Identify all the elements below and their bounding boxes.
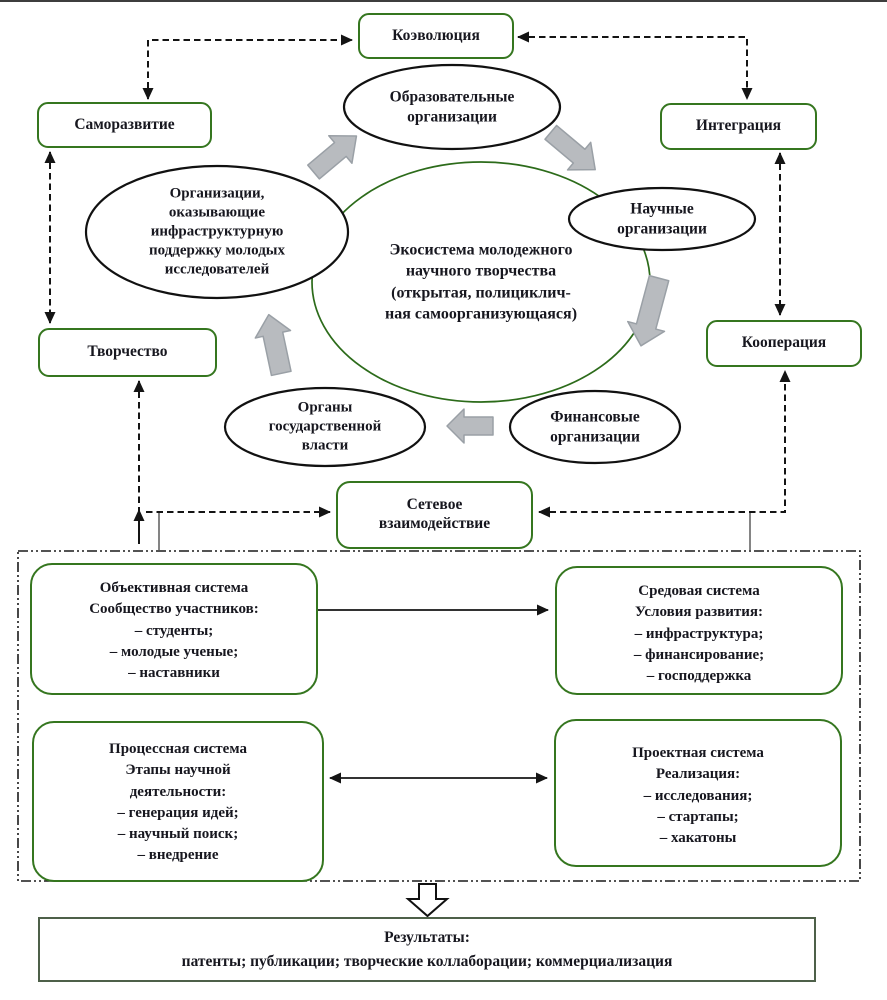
- fin-line-1: Финансовые: [550, 408, 640, 426]
- project-item: – стартапы;: [657, 808, 739, 825]
- system-box-project: [554, 719, 842, 867]
- core-line-3: (открытая, полициклич-: [391, 284, 571, 301]
- results-text: патенты; публикации; творческие коллаборации; коммерциализация: [181, 952, 673, 970]
- infra-line-1: Организации,: [169, 185, 265, 202]
- sci-line-2: организации: [617, 220, 707, 237]
- connector-selfdev-coevolution: [148, 40, 352, 99]
- infra-line-3: инфраструктурную: [150, 223, 284, 240]
- project-title: Проектная система: [632, 745, 764, 761]
- process-item: – внедрение: [137, 847, 219, 864]
- core-line-4: ная самоорганизующаяся): [384, 305, 578, 323]
- project-item: – исследования;: [643, 787, 753, 804]
- node-creativity: [38, 328, 217, 377]
- system-box-environmental: [555, 566, 843, 695]
- environmental-item: – инфраструктура;: [634, 625, 764, 642]
- process-item: – генерация идей;: [117, 804, 239, 821]
- node-coevolution: [358, 13, 514, 59]
- label-scientific-orgs: [617, 199, 707, 238]
- gov-line-1: Органы: [297, 399, 353, 416]
- results-title: Результаты:: [384, 929, 470, 947]
- objective-item: – студенты;: [134, 622, 214, 639]
- system-box-objective: [30, 563, 318, 695]
- sci-line-1: Научные: [630, 200, 694, 218]
- node-network-line2: взаимодействие: [378, 515, 491, 532]
- cycle-arrow-government-to-infra: [251, 311, 299, 377]
- node-integration: [660, 103, 817, 150]
- node-self-development: [37, 102, 212, 148]
- node-network-line1: Сетевое: [406, 496, 463, 514]
- label-government-bodies: [269, 398, 382, 455]
- objective-item: – наставники: [128, 665, 220, 682]
- gov-line-2: государственной: [268, 418, 382, 435]
- cycle-arrow-financial-to-government: [447, 409, 493, 443]
- label-educational-orgs: [390, 87, 515, 126]
- label-financial-orgs: [550, 407, 640, 446]
- node-self-development-label: Саморазвитие: [74, 115, 175, 133]
- objective-title: Объективная система: [99, 580, 249, 596]
- node-cooperation: [706, 320, 862, 367]
- system-box-process: [32, 721, 324, 882]
- process-item: – научный поиск;: [117, 826, 239, 843]
- core-line-1: Экосистема молодежного: [389, 241, 573, 259]
- cycle-arrow-infra-to-educational: [302, 122, 368, 186]
- edu-line-2: организации: [407, 108, 497, 125]
- infra-line-5: исследователей: [164, 261, 270, 278]
- infra-line-4: поддержку молодых: [148, 242, 286, 259]
- environmental-item: – финансирование;: [633, 646, 765, 663]
- gov-line-3: власти: [301, 437, 349, 454]
- node-network-interaction: [336, 481, 533, 549]
- process-subtitle: Этапы научной деятельности:: [125, 762, 231, 800]
- fin-line-2: организации: [550, 428, 640, 445]
- node-coevolution-label: Коэволюция: [392, 26, 480, 44]
- results-box: [38, 917, 816, 982]
- node-integration-label: Интеграция: [695, 117, 782, 135]
- core-line-2: научного творчества: [405, 262, 557, 280]
- process-title: Процессная система: [109, 741, 247, 757]
- environmental-item: – господдержка: [646, 668, 752, 685]
- edu-line-1: Образовательные: [389, 88, 515, 106]
- label-infrastructure-orgs: [149, 184, 285, 279]
- objective-item: – молодые ученые;: [109, 643, 239, 660]
- ecosystem-core-label: [385, 239, 577, 324]
- connector-coevolution-integration: [518, 37, 747, 99]
- project-item: – хакатоны: [659, 830, 737, 847]
- objective-subtitle: Сообщество участников:: [89, 601, 259, 618]
- node-cooperation-label: Кооперация: [741, 334, 827, 352]
- environmental-title: Средовая система: [638, 583, 760, 599]
- infra-line-2: оказывающие: [168, 204, 266, 221]
- node-creativity-label: Творчество: [87, 343, 168, 361]
- environmental-subtitle: Условия развития:: [635, 604, 763, 621]
- project-subtitle: Реализация:: [655, 766, 741, 783]
- down-block-arrow: [408, 884, 447, 916]
